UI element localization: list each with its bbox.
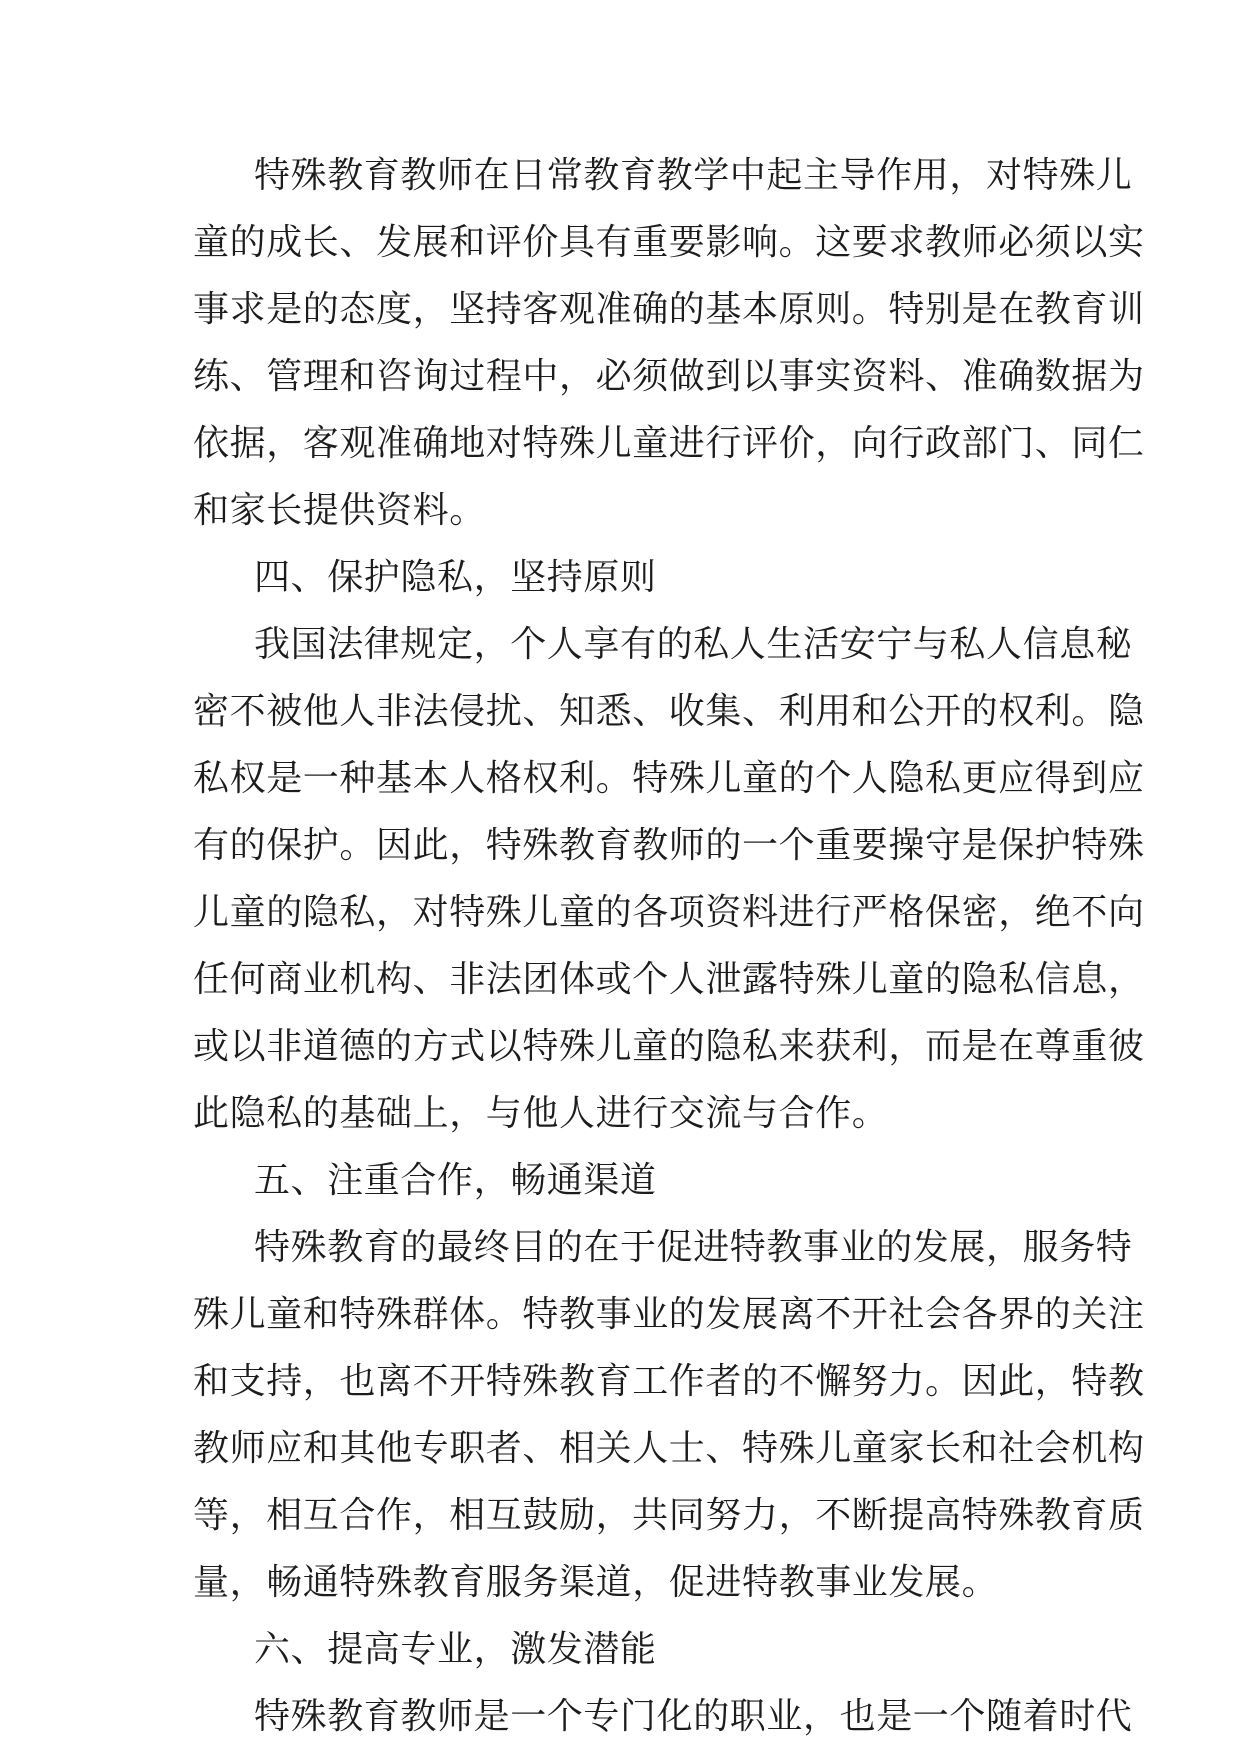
paragraph-line: 事求是的态度，坚持客观准确的基本原则。特别是在教育训	[193, 289, 1145, 330]
paragraph-line: 依据，客观准确地对特殊儿童进行评价，向行政部门、同仁	[193, 423, 1145, 464]
paragraph-line: 量，畅通特殊教育服务渠道，促进特教事业发展。	[193, 1562, 999, 1603]
paragraph-line: 童的成长、发展和评价具有重要影响。这要求教师必须以实	[193, 222, 1145, 263]
paragraph-line: 练、管理和咨询过程中，必须做到以事实资料、准确数据为	[193, 356, 1145, 397]
paragraph-line: 等，相互合作，相互鼓励，共同努力，不断提高特殊教育质	[193, 1495, 1145, 1536]
paragraph-line: 特殊教育教师是一个专门化的职业，也是一个随着时代	[254, 1696, 1133, 1737]
paragraph-line: 有的保护。因此，特殊教育教师的一个重要操守是保护特殊	[193, 825, 1145, 866]
paragraph-line: 密不被他人非法侵扰、知悉、收集、利用和公开的权利。隐	[193, 691, 1145, 732]
paragraph-line: 私权是一种基本人格权利。特殊儿童的个人隐私更应得到应	[193, 758, 1145, 799]
section-heading: 四、保护隐私，坚持原则	[254, 557, 657, 598]
paragraph-line: 或以非道德的方式以特殊儿童的隐私来获利，而是在尊重彼	[193, 1026, 1145, 1067]
paragraph-line: 此隐私的基础上，与他人进行交流与合作。	[193, 1093, 889, 1134]
paragraph-line: 特殊教育教师在日常教育教学中起主导作用，对特殊儿	[254, 155, 1133, 196]
paragraph-line: 和支持，也离不开特殊教育工作者的不懈努力。因此，特教	[193, 1361, 1145, 1402]
paragraph-line: 教师应和其他专职者、相关人士、特殊儿童家长和社会机构	[193, 1428, 1145, 1469]
paragraph-line: 儿童的隐私，对特殊儿童的各项资料进行严格保密，绝不向	[193, 892, 1145, 933]
paragraph-line: 特殊教育的最终目的在于促进特教事业的发展，服务特	[254, 1227, 1133, 1268]
paragraph-line: 我国法律规定，个人享有的私人生活安宁与私人信息秘	[254, 624, 1133, 665]
paragraph-line: 任何商业机构、非法团体或个人泄露特殊儿童的隐私信息，	[193, 959, 1145, 1000]
paragraph-line: 殊儿童和特殊群体。特教事业的发展离不开社会各界的关注	[193, 1294, 1145, 1335]
paragraph-line: 和家长提供资料。	[193, 490, 486, 531]
section-heading: 五、注重合作，畅通渠道	[254, 1160, 657, 1201]
section-heading: 六、提高专业，激发潜能	[254, 1629, 657, 1670]
